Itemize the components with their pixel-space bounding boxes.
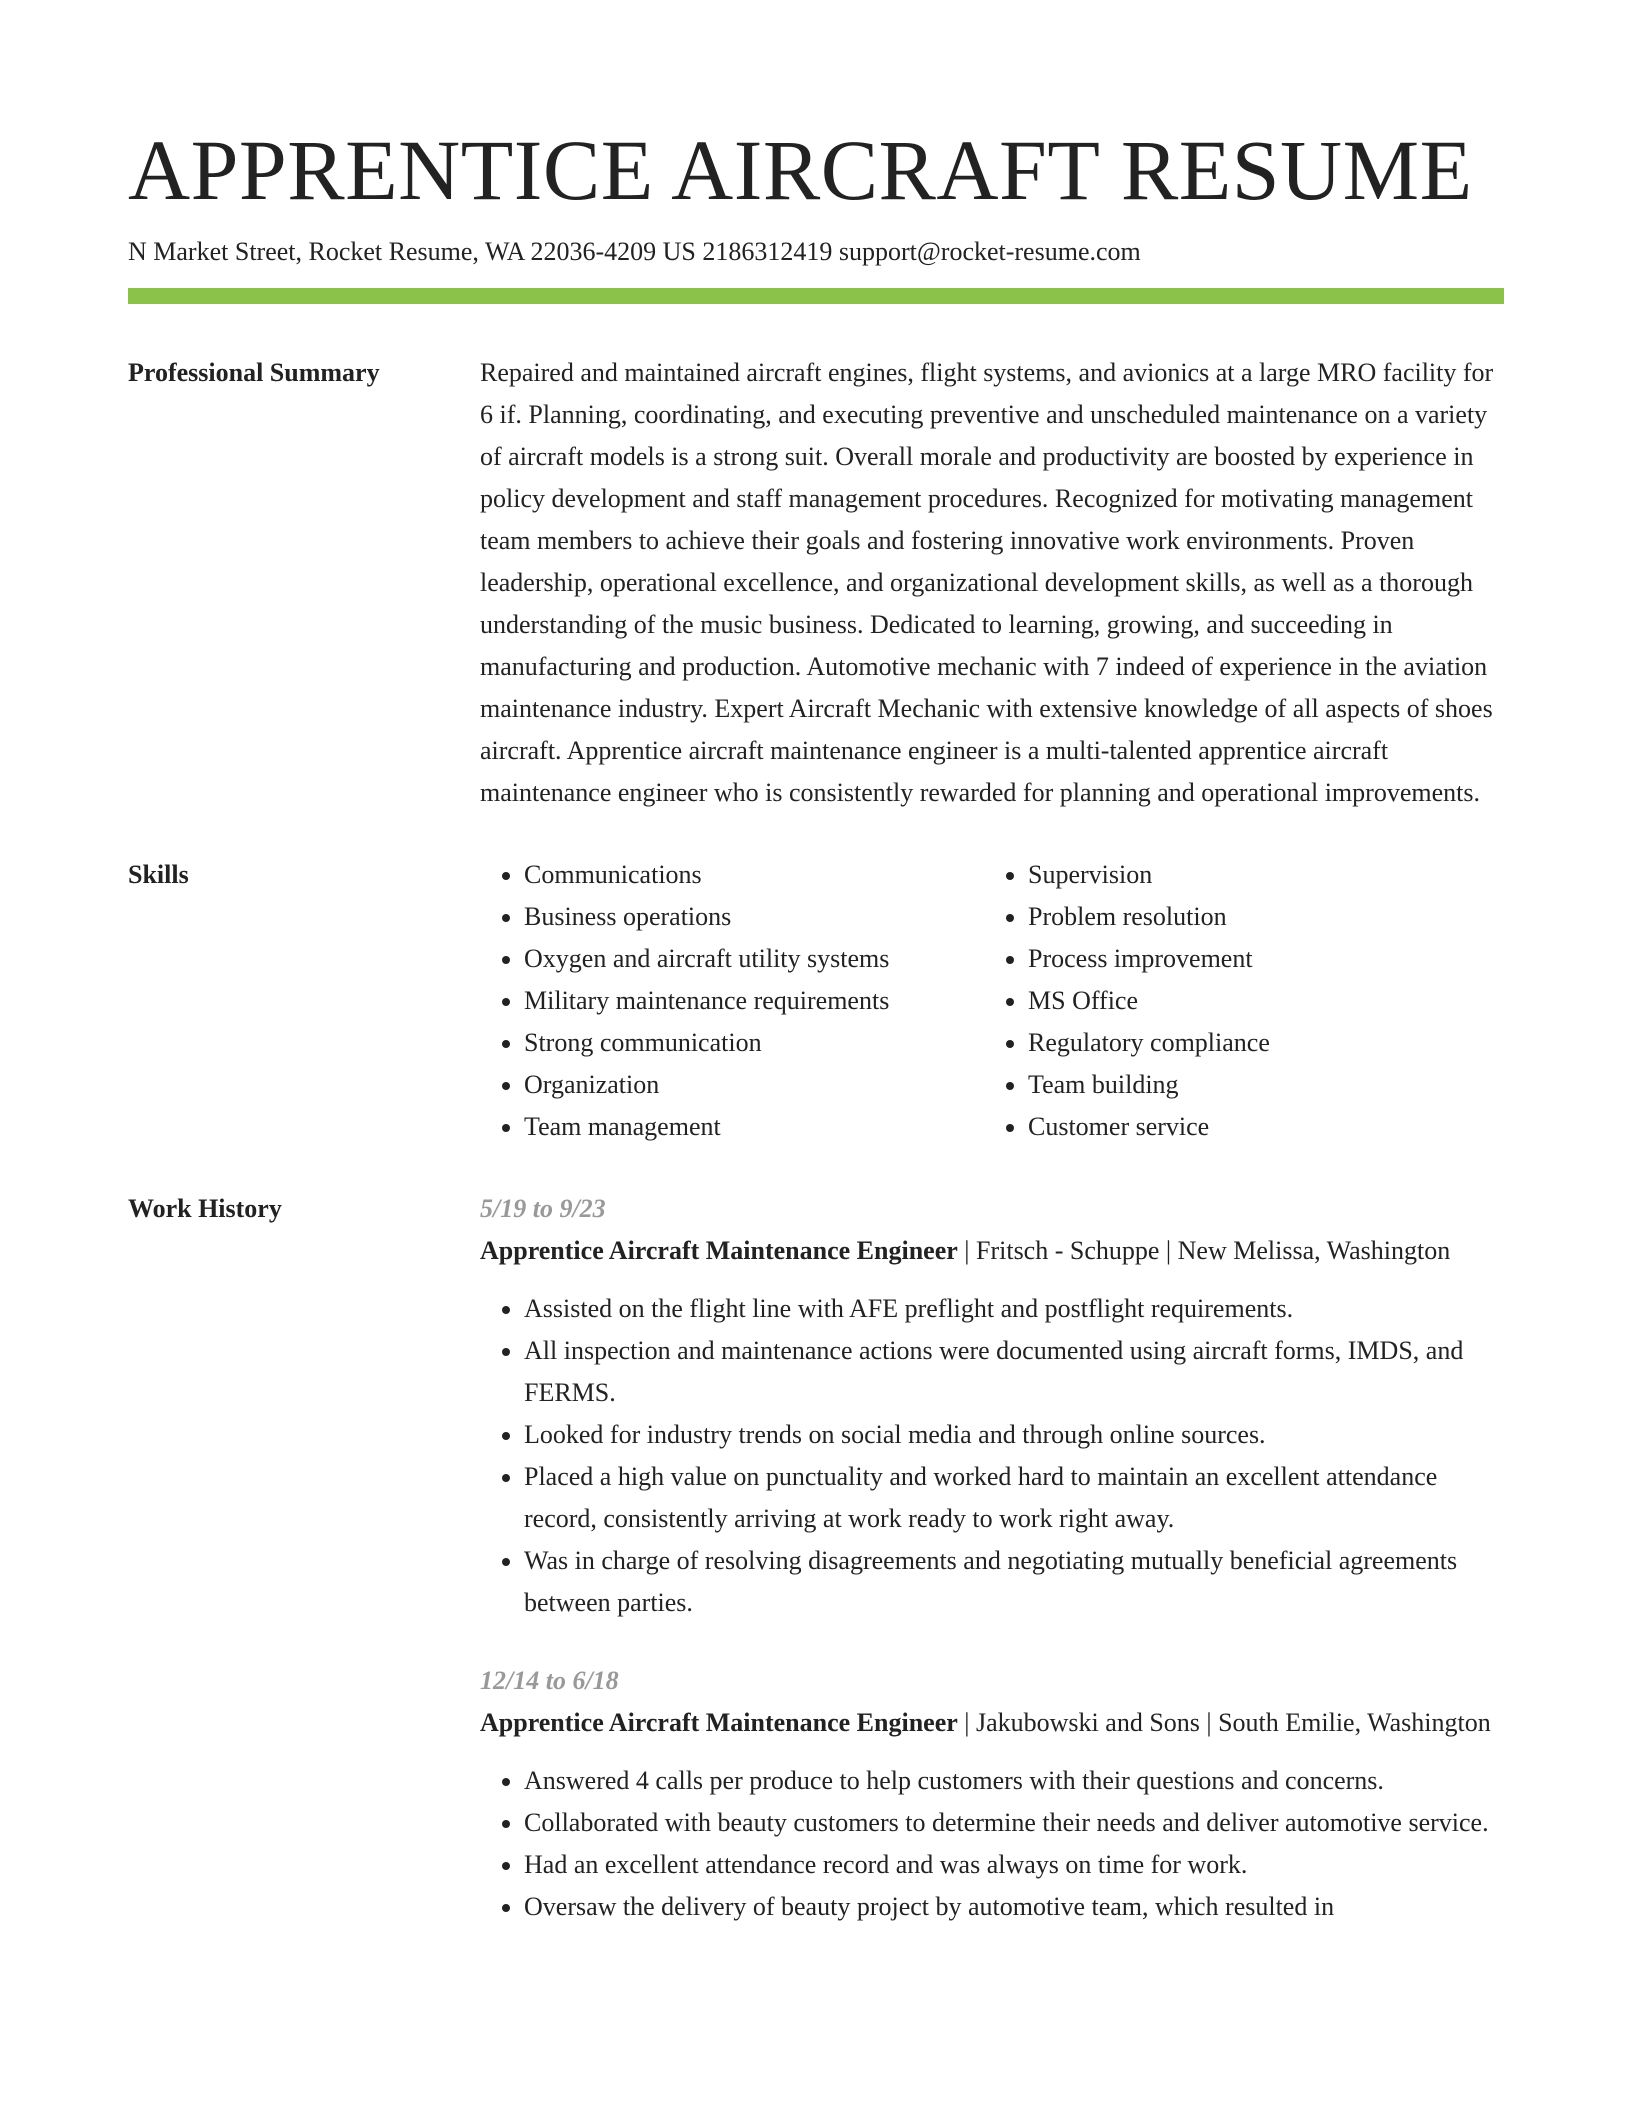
- skill-item: • Team management: [524, 1106, 984, 1148]
- summary-section: [128, 352, 1504, 814]
- job-title: Apprentice Aircraft Maintenance Engineer: [480, 1708, 958, 1737]
- skill-item: • Organization: [524, 1064, 984, 1106]
- work-history-heading: Work History: [128, 1194, 282, 1223]
- resume-page: [128, 118, 1504, 1964]
- skill-item: • Process improvement: [1028, 938, 1270, 980]
- job-bullet: • Assisted on the flight line with AFE preflight and postflight requirements.: [524, 1288, 1504, 1330]
- job-entry: [480, 1188, 1504, 1624]
- job-bullets: [480, 1760, 1504, 1928]
- skills-heading: Skills: [128, 860, 189, 889]
- job-bullet: • Collaborated with beauty customers to determine their needs and deliver automotive service.: [524, 1802, 1504, 1844]
- accent-divider: [128, 288, 1504, 304]
- summary-heading: Professional Summary: [128, 358, 380, 387]
- skills-list-right: [984, 854, 1270, 1148]
- summary-text: Repaired and maintained aircraft engines, flight systems, and avionics at a large MRO facility for 6 if. Planning, coordinating, and executing preventive and unscheduled maintenance on a variety of aircraft models is a strong suit. Overall morale and productivity are boosted by experience in policy development and staff management procedures. Recognized for motivating management team members to achieve their goals and fostering innovative work environments. Proven leadership, operational excellence, and organizational development skills, as well as a thorough understanding of the music business. Dedicated to learning, growing, and succeeding in manufacturing and production. Automotive mechanic with 7 indeed of experience in the aviation maintenance industry. Expert Aircraft Mechanic with extensive knowledge of all aspects of shoes aircraft. Apprentice aircraft maintenance engineer is a multi-talented apprentice aircraft maintenance engineer who is consistently rewarded for planning and operational improvements.: [480, 358, 1494, 807]
- job-title: Apprentice Aircraft Maintenance Engineer: [480, 1236, 958, 1265]
- skill-item: • Team building: [1028, 1064, 1270, 1106]
- skill-item: • Customer service: [1028, 1106, 1270, 1148]
- job-bullet: • Was in charge of resolving disagreements and negotiating mutually beneficial agreements between parties.: [524, 1540, 1504, 1624]
- skills-list-left: [480, 854, 984, 1148]
- job-bullet: • All inspection and maintenance actions were documented using aircraft forms, IMDS, and FERMS.: [524, 1330, 1504, 1414]
- skill-item: • Business operations: [524, 896, 984, 938]
- resume-title: APPRENTICE AIRCRAFT RESUME: [128, 122, 1473, 218]
- skill-item: • Supervision: [1028, 854, 1270, 896]
- skill-item: • Communications: [524, 854, 984, 896]
- job-entry: [480, 1660, 1504, 1928]
- job-bullet: • Answered 4 calls per produce to help customers with their questions and concerns.: [524, 1760, 1504, 1802]
- job-bullet: • Placed a high value on punctuality and worked hard to maintain an excellent attendance record, consistently arriving at work ready to work right away.: [524, 1456, 1504, 1540]
- job-bullet: • Had an excellent attendance record and was always on time for work.: [524, 1844, 1504, 1886]
- job-bullet: • Looked for industry trends on social media and through online sources.: [524, 1414, 1504, 1456]
- work-history-section: [128, 1188, 1504, 1964]
- job-dates: 12/14 to 6/18: [480, 1666, 619, 1695]
- skill-item: • Military maintenance requirements: [524, 980, 984, 1022]
- contact-line: N Market Street, Rocket Resume, WA 22036-4209 US 2186312419 support@rocket-resume.com: [128, 237, 1141, 266]
- job-details: | Jakubowski and Sons | South Emilie, Washington: [957, 1708, 1491, 1737]
- job-heading: [480, 1702, 1504, 1744]
- skill-item: • Problem resolution: [1028, 896, 1270, 938]
- skills-section: [128, 854, 1504, 1148]
- skill-item: • MS Office: [1028, 980, 1270, 1022]
- job-bullets: [480, 1288, 1504, 1624]
- job-dates: 5/19 to 9/23: [480, 1194, 606, 1223]
- job-heading: [480, 1230, 1504, 1272]
- skill-item: • Oxygen and aircraft utility systems: [524, 938, 984, 980]
- skill-item: • Strong communication: [524, 1022, 984, 1064]
- skill-item: • Regulatory compliance: [1028, 1022, 1270, 1064]
- job-bullet: • Oversaw the delivery of beauty project by automotive team, which resulted in: [524, 1886, 1504, 1928]
- job-details: | Fritsch - Schuppe | New Melissa, Washington: [957, 1236, 1451, 1265]
